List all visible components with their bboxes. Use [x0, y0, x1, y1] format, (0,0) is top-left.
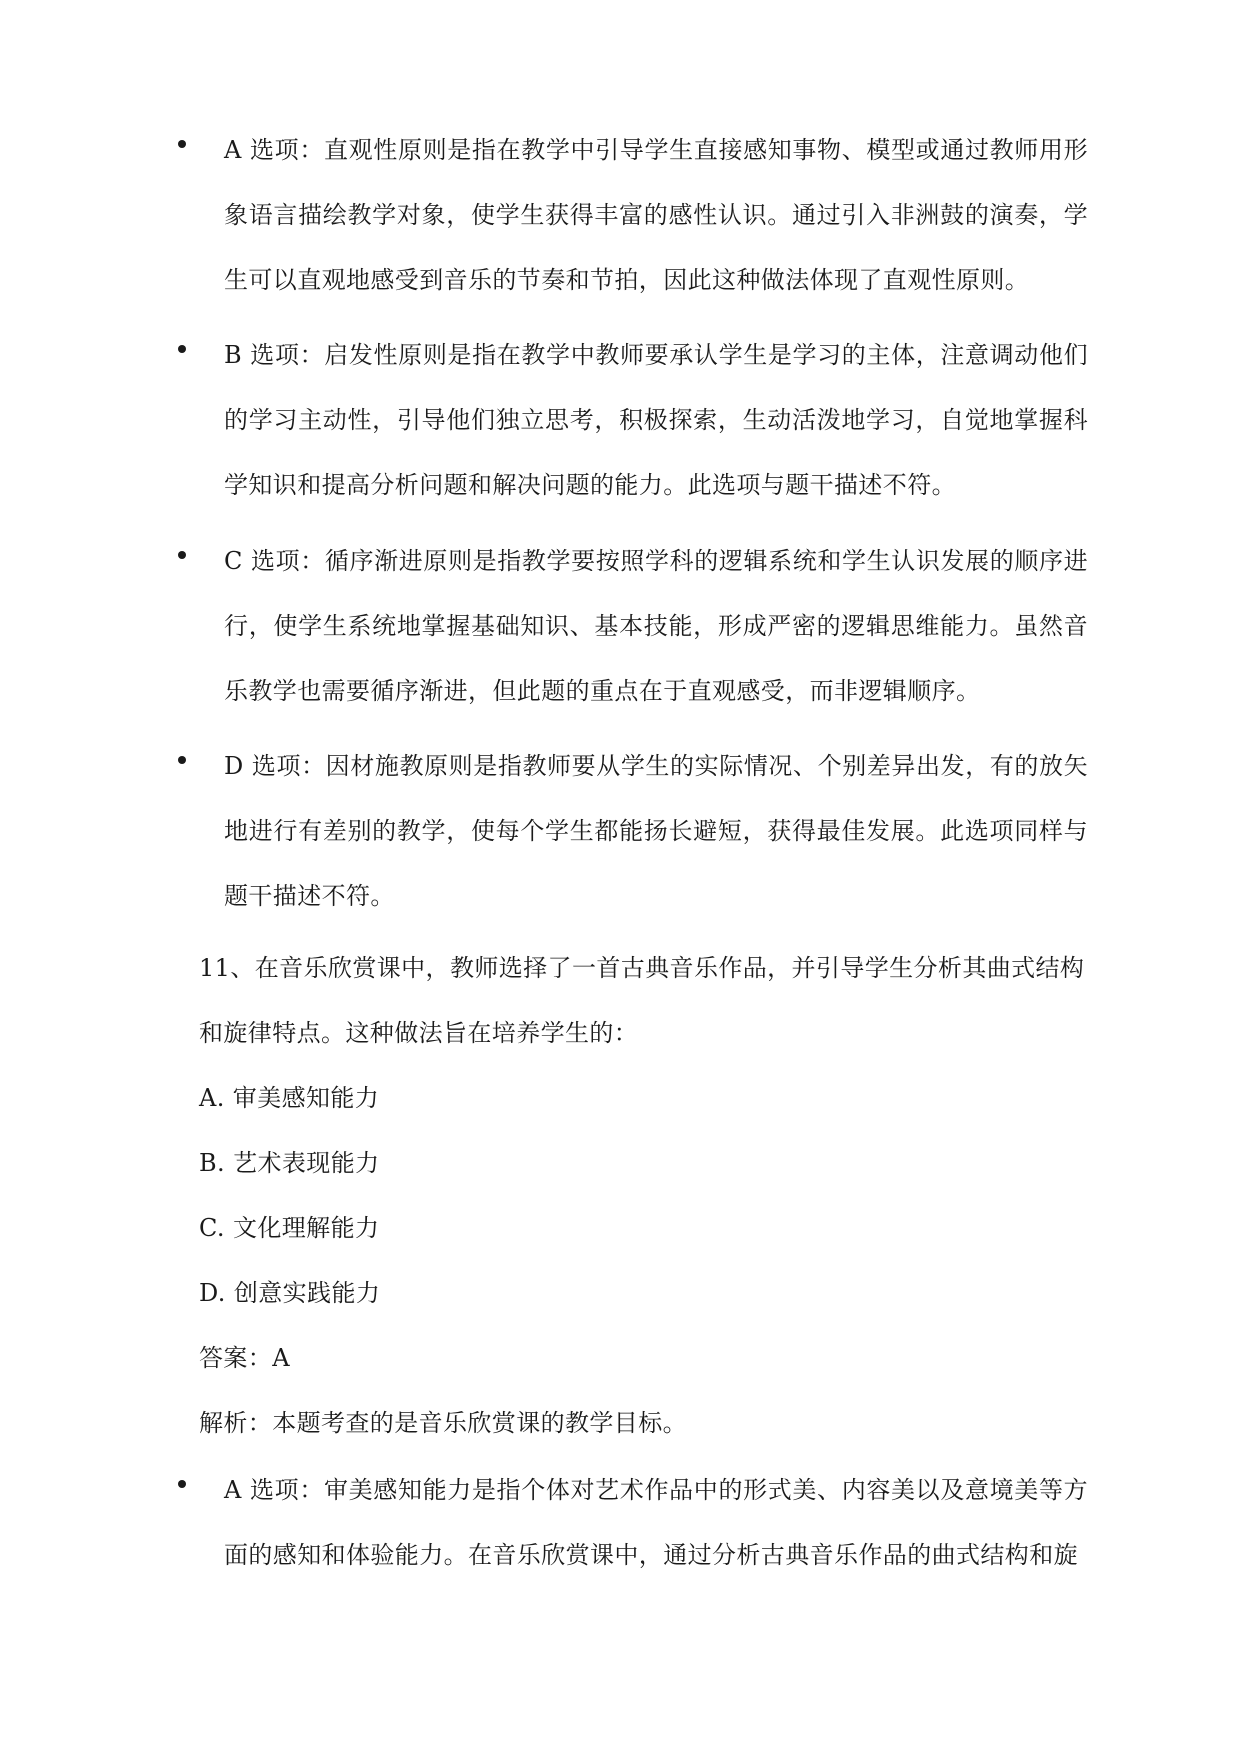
bullet-dot-icon [178, 345, 186, 353]
option-b: B. 艺术表现能力 [199, 1149, 380, 1177]
bullet-item-b [188, 323, 1088, 518]
bullet-text: D 选项：因材施教原则是指教师要从学生的实际情况、个别差异出发，有的放矢地进行有差别的教学，使每个学生都能扬长避短，获得最佳发展。此选项同样与题干描述不符。 [224, 752, 1088, 910]
bullet-item-d [188, 734, 1088, 929]
bullet-item-a [188, 118, 1088, 313]
bullet-item-c [188, 529, 1088, 724]
question-stem: 11、在音乐欣赏课中，教师选择了一首古典音乐作品，并引导学生分析其曲式结构和旋律特点。这种做法旨在培养学生的： [199, 954, 1085, 1047]
bullet-text: A 选项：审美感知能力是指个体对艺术作品中的形式美、内容美以及意境美等方面的感知和体验能力。在音乐欣赏课中，通过分析古典音乐作品的曲式结构和旋 [224, 1476, 1088, 1569]
option-d: D. 创意实践能力 [199, 1279, 381, 1307]
bullet-text: A 选项：直观性原则是指在教学中引导学生直接感知事物、模型或通过教师用形象语言描绘教学对象，使学生获得丰富的感性认识。通过引入非洲鼓的演奏，学生可以直观地感受到音乐的节奏和节拍，因此这种做法体现了直观性原则。 [224, 136, 1088, 294]
analysis-line: 解析：本题考查的是音乐欣赏课的教学目标。 [199, 1409, 687, 1437]
answer-line: 答案：A [199, 1344, 290, 1372]
bullet-text: B 选项：启发性原则是指在教学中教师要承认学生是学习的主体，注意调动他们的学习主动性，引导他们独立思考，积极探索，生动活泼地学习，自觉地掌握科学知识和提高分析问题和解决问题的能力。此选项与题干描述不符。 [224, 341, 1088, 499]
option-a: A. 审美感知能力 [199, 1084, 380, 1112]
bullet-text: C 选项：循序渐进原则是指教学要按照学科的逻辑系统和学生认识发展的顺序进行，使学生系统地掌握基础知识、基本技能，形成严密的逻辑思维能力。虽然音乐教学也需要循序渐进，但此题的重点在于直观感受，而非逻辑顺序。 [224, 547, 1088, 705]
option-c: C. 文化理解能力 [199, 1214, 380, 1242]
bullet-dot-icon [178, 140, 186, 148]
bullet-item-analysis-a [188, 1458, 1088, 1588]
bullet-dot-icon [178, 756, 186, 764]
bullet-dot-icon [178, 551, 186, 559]
bullet-dot-icon [178, 1480, 186, 1488]
